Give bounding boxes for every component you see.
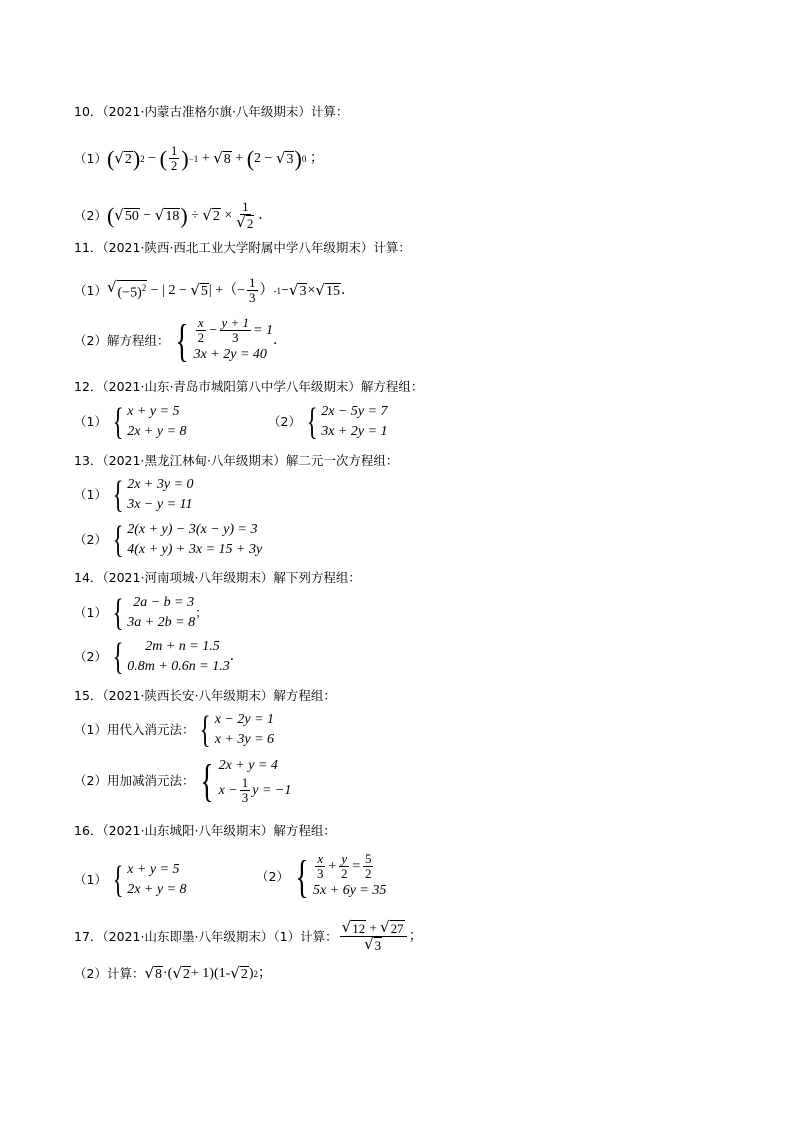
q15-part1-label: （1）用代入消元法： xyxy=(74,722,195,737)
q10-part2-label: （2） xyxy=(74,207,107,223)
q15-part2-eq2: x − $\frac{1}{3}$ y = −1 xyxy=(218,775,292,805)
q16-part2-label: （2） xyxy=(256,868,289,884)
q16-part1 xyxy=(74,860,187,900)
q12-part2-system: { 2x − 5y = 7 3x + 2y = 1 xyxy=(306,401,388,443)
q12-part2-eq1: 2x − 5y = 7 xyxy=(321,404,388,419)
q16-part1-system: { x + y = 5 2x + y = 8 xyxy=(112,859,187,901)
q11-part2: （2）解方程组： { $\frac{x}{2}$ − $\frac{y + 1}{3}$ = 1 3x + 2y = 40 ． xyxy=(74,314,288,366)
q17-part2-expr: √ 8 ·( √ 2 + 1)(1- √ 2 ) 2 ； xyxy=(144,964,273,982)
q10-part2 xyxy=(74,200,272,231)
q15-part2-system: { 2x + y = 4 x − $\frac{1}{3}$ y = −1 xyxy=(200,754,292,806)
q14-header-text: 14．（2021·河南项城·八年级期末）解下列方程组： xyxy=(74,570,361,585)
q12-part1-eq1: x + y = 5 xyxy=(127,404,180,419)
q10-part1 xyxy=(74,144,324,173)
q13-part1-eq1: 2x + 3y = 0 xyxy=(127,477,194,492)
q15-part2-eq1: 2x + y = 4 xyxy=(218,758,278,773)
q13-part2-eq2: 4(x + y) + 3x = 15 + 3y xyxy=(127,542,263,557)
q14-header xyxy=(74,570,361,586)
q10-part1-label: （1） xyxy=(74,150,107,166)
q15-part1-system: { x − 2y = 1 x + 3y = 6 xyxy=(200,709,275,751)
q13-part1 xyxy=(74,475,194,515)
q13-header xyxy=(74,453,398,469)
q16-header-text: 16．（2021·山东城阳·八年级期末）解方程组： xyxy=(74,823,336,838)
q12-part1 xyxy=(74,402,187,442)
q14-part1-eq2: 3a + 2b = 8 xyxy=(127,615,196,630)
q14-part1: （1） { 2a − b = 3 3a + 2b = 8 ； xyxy=(74,592,208,634)
q14-part2-eq2: 0.8m + 0.6n = 1.3 xyxy=(127,659,230,674)
q11-header xyxy=(74,240,411,256)
q16-part2-eq1: $\frac{x}{3}$ + $\frac{y}{2}$ = $\frac{5}{2}$ xyxy=(317,851,372,881)
q14-part2: （2） { 2m + n = 1.5 0.8m + 0.6n = 1.3 ． xyxy=(74,636,244,678)
q15-part1-eq1: x − 2y = 1 xyxy=(214,712,275,727)
q10-header-text: 10．（2021·内蒙古准格尔旗·八年级期末）计算： xyxy=(74,104,349,119)
q15-part1-eq2: x + 3y = 6 xyxy=(214,732,275,747)
q14-part1-eq1: 2a − b = 3 xyxy=(133,595,195,610)
q13-part2-system: { 2(x + y) − 3(x − y) = 3 4(x + y) + 3x = 15 + 3y xyxy=(112,519,263,561)
q17-part1-expr: √ 12 + √ 27 √ 3 ； xyxy=(341,918,423,953)
q12-part1-eq2: 2x + y = 8 xyxy=(127,424,187,439)
q13-part2 xyxy=(74,520,262,560)
q11-part1 xyxy=(74,276,355,305)
q15-part1 xyxy=(74,710,274,750)
q12-header xyxy=(74,379,423,395)
q13-part1-system: { 2x + 3y = 0 3x − y = 11 xyxy=(112,474,194,516)
q10-part1-expr: ( √ 2 ) 2 − ( $\frac{1}{2}$ ) −1 + √ 8 + ( 2 − √ 3 ) 0 ； xyxy=(106,143,324,173)
q14-part1-system: { 2a − b = 3 3a + 2b = 8 xyxy=(112,592,196,634)
q13-part2-label: （2） xyxy=(74,532,107,547)
q16-part2 xyxy=(256,852,386,901)
q15-header xyxy=(74,688,336,704)
q15-header-text: 15．（2021·陕西长安·八年级期末）解方程组： xyxy=(74,688,336,703)
q17-part2 xyxy=(74,966,272,982)
q13-part1-eq2: 3x − y = 11 xyxy=(127,497,193,512)
q11-part2-system: { $\frac{x}{2}$ − $\frac{y + 1}{3}$ = 1 3x + 2y = 40 xyxy=(175,314,274,366)
q15-part2-label: （2）用加减消元法： xyxy=(74,772,195,788)
q11-part1-expr: √ $(-5)^2$ − | 2 − √ 5 | +（− $\frac{1}{3}$ ） -1 − √ 3 × √ 15 ． xyxy=(106,275,355,305)
q16-part2-eq2: 5x + 6y = 35 xyxy=(313,883,387,898)
q13-part2-eq1: 2(x + y) − 3(x − y) = 3 xyxy=(127,522,258,537)
q17-part1 xyxy=(74,920,423,953)
q12-header-text: 12．（2021·山东·青岛市城阳第八中学八年级期末）解方程组： xyxy=(74,379,424,394)
q16-part2-system: { $\frac{x}{3}$ + $\frac{y}{2}$ = $\frac{5}{2}$ 5x + 6y = 35 xyxy=(295,850,387,902)
q12-part2 xyxy=(268,402,388,442)
q11-header-text: 11．（2021·陕西·西北工业大学附属中学八年级期末）计算： xyxy=(74,240,411,255)
q16-header xyxy=(74,823,336,839)
q11-part2-label: （2）解方程组： xyxy=(74,332,170,348)
q14-part1-label: （1） xyxy=(74,605,107,620)
q11-part1-label: （1） xyxy=(74,282,107,298)
q10-part2-expr: ( √ 50 − √ 18 ) ÷ √ 2 × 1 √ 2 ． xyxy=(106,199,273,231)
q12-part1-system: { x + y = 5 2x + y = 8 xyxy=(112,401,187,443)
q12-part1-label: （1） xyxy=(74,414,107,429)
q14-part2-system: { 2m + n = 1.5 0.8m + 0.6n = 1.3 xyxy=(112,636,230,678)
q12-part2-label: （2） xyxy=(268,414,301,429)
q16-part1-label: （1） xyxy=(74,872,107,887)
q13-part1-label: （1） xyxy=(74,487,107,502)
q16-part1-eq1: x + y = 5 xyxy=(127,862,180,877)
q12-part2-eq2: 3x + 2y = 1 xyxy=(321,424,388,439)
q17-header-text: 17．（2021·山东即墨·八年级期末）（1）计算： xyxy=(74,928,338,944)
q13-header-text: 13．（2021·黑龙江林甸·八年级期末）解二元一次方程组： xyxy=(74,453,399,468)
q10-header xyxy=(74,104,348,120)
q14-part2-label: （2） xyxy=(74,649,107,664)
q16-part1-eq2: 2x + y = 8 xyxy=(127,882,187,897)
q14-part2-eq1: 2m + n = 1.5 xyxy=(145,639,220,654)
q11-part2-eq2: 3x + 2y = 40 xyxy=(193,347,267,362)
q17-part2-label: （2）计算： xyxy=(74,966,145,981)
q15-part2 xyxy=(74,756,291,805)
